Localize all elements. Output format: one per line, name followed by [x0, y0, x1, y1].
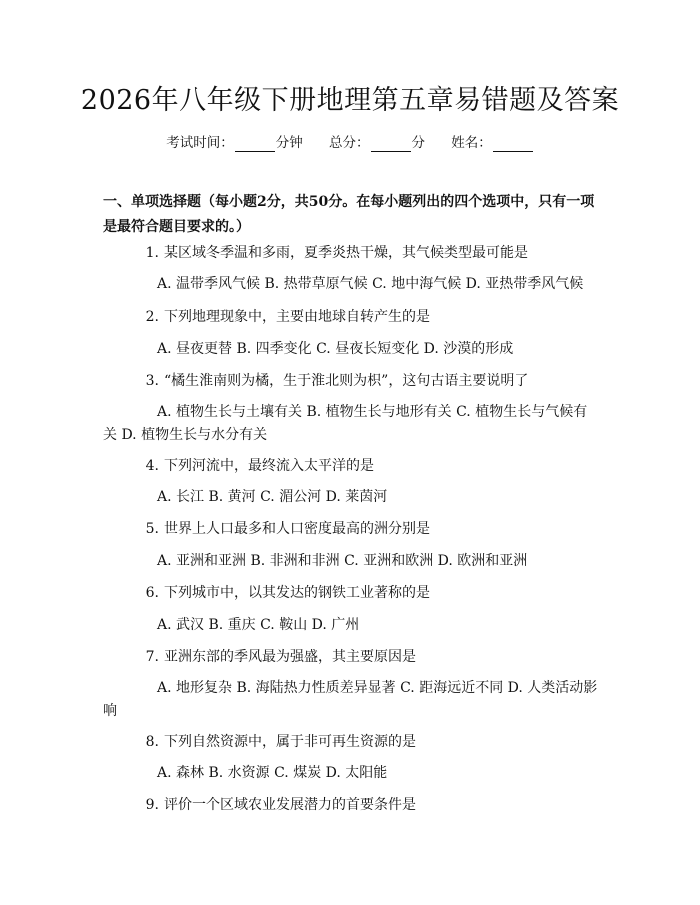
question-options [103, 338, 600, 361]
question-stem: 世界上人口最多和人口密度最高的洲分别是 [164, 521, 430, 537]
question-options [103, 273, 600, 296]
name-blank[interactable] [493, 135, 533, 152]
question-options: A. 地形复杂 B. 海陆热力性质差异显著 C. 距海远近不同 D. 人类活动影响 [103, 680, 598, 719]
time-unit: 分钟 [275, 135, 303, 151]
question [103, 518, 600, 540]
options-text: A. 武汉 B. 重庆 C. 鞍山 D. 广州 [157, 617, 360, 633]
question [103, 731, 600, 753]
question [103, 646, 600, 668]
question-options [103, 486, 600, 509]
question-number: 8. [145, 734, 159, 750]
score-unit: 分 [411, 135, 425, 151]
question-stem: “橘生淮南则为橘，生于淮北则为枳”，这句古语主要说明了 [164, 373, 529, 389]
options-text: A. 森林 B. 水资源 C. 煤炭 D. 太阳能 [157, 765, 388, 781]
options-text: A. 温带季风气候 B. 热带草原气候 C. 地中海气候 D. 亚热带季风气候 [157, 276, 584, 292]
question-number: 7. [145, 649, 159, 665]
question-options [103, 550, 600, 573]
score-label: 总分： [329, 135, 370, 151]
question-stem: 亚洲东部的季风最为强盛，其主要原因是 [164, 649, 416, 665]
time-blank[interactable] [235, 135, 275, 152]
exam-score [329, 131, 425, 152]
question-stem: 某区域冬季温和多雨，夏季炎热干燥，其气候类型最可能是 [164, 245, 528, 261]
exam-name [451, 131, 534, 152]
options-text: A. 昼夜更替 B. 四季变化 C. 昼夜长短变化 D. 沙漠的形成 [157, 341, 514, 357]
question-number: 3. [145, 373, 159, 389]
exam-time [166, 131, 303, 152]
section-heading: 一、单项选择题（每小题2分，共50分。在每小题列出的四个选项中，只有一项是最符合题目要求的。） [103, 194, 595, 235]
question-number: 5. [145, 521, 159, 537]
question-number: 4. [145, 458, 159, 474]
time-label: 考试时间： [166, 135, 234, 151]
question [103, 306, 600, 328]
question-stem: 下列河流中，最终流入太平洋的是 [164, 458, 374, 474]
options-text: A. 亚洲和亚洲 B. 非洲和非洲 C. 亚洲和欧洲 D. 欧洲和亚洲 [157, 553, 528, 569]
question [103, 242, 600, 264]
exam-meta [0, 131, 700, 152]
question-number: 6. [145, 585, 159, 601]
name-label: 姓名： [451, 135, 492, 151]
question [103, 455, 600, 477]
question-stem: 下列自然资源中，属于非可再生资源的是 [164, 734, 416, 750]
page-title: 2026年八年级下册地理第五章易错题及答案 [80, 85, 620, 116]
score-blank[interactable] [371, 135, 411, 152]
question [103, 794, 600, 816]
question-options [103, 762, 600, 785]
question [103, 582, 600, 604]
question-number: 9. [145, 797, 159, 813]
question-stem: 下列城市中，以其发达的钢铁工业著称的是 [164, 585, 430, 601]
question-options [103, 614, 600, 637]
question-options: A. 植物生长与土壤有关 B. 植物生长与地形有关 C. 植物生长与气候有关 D. 植物生长与水分有关 [103, 404, 588, 443]
options-text: A. 长江 B. 黄河 C. 湄公河 D. 莱茵河 [157, 489, 388, 505]
question-stem: 评价一个区域农业发展潜力的首要条件是 [164, 797, 416, 813]
question-number: 1. [145, 245, 159, 261]
question-stem: 下列地理现象中，主要由地球自转产生的是 [164, 309, 430, 325]
question-number: 2. [145, 309, 159, 325]
question [103, 370, 600, 392]
